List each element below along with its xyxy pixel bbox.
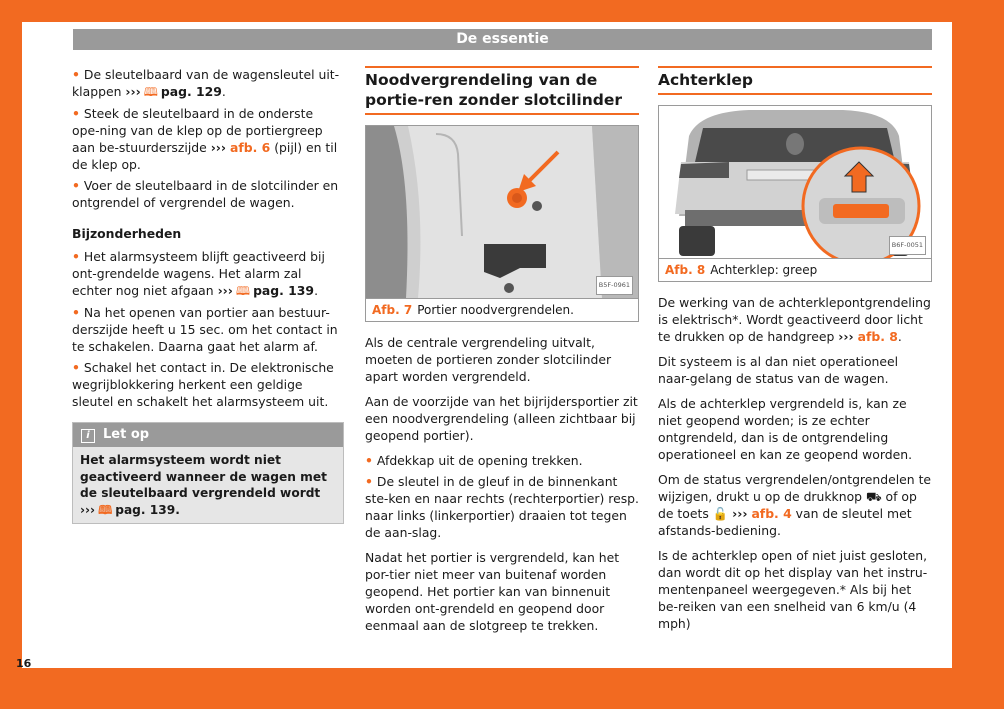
book-icon: 🕮 <box>98 502 113 517</box>
figure-reference[interactable]: afb. 8 <box>857 329 898 344</box>
list-item: • Na het openen van portier aan bestuur-derszijde heeft u 15 sec. om het contact in te schakelen. Daarna gaat het alarm af. <box>72 305 338 354</box>
paragraph: Als de achterklep vergrendeld is, kan ze niet geopend worden; is ze echter ontgrendeld, dan is de ontgrendeling operationeel en kan ze geopend worden. <box>658 396 913 462</box>
arrow-icon: ››› <box>732 506 748 521</box>
car-icon: ⛟ <box>866 489 882 504</box>
book-icon: 🕮 <box>143 85 158 99</box>
figure-caption: Afb. 8 Achterklep: greep <box>659 258 931 281</box>
list-item: • Het alarmsysteem blijft geactiveerd bij ont-grendelde wagens. Het alarm zal echter nog niet afgaan ››› 🕮 pag. 139. <box>72 249 325 298</box>
list-item: • Schakel het contact in. De elektronische wegrijblokkering herkent een geldige sleutel en schakelt het alarmsysteem uit. <box>72 360 334 409</box>
bullet-icon: • <box>365 453 373 468</box>
subheading: Bijzonderheden <box>72 226 182 241</box>
list-item: • Afdekkap uit de opening trekken. <box>365 453 583 468</box>
paragraph: Aan de voorzijde van het bijrijdersportier zit een noodvergrendeling (alleen zichtbaar bij geopend portier). <box>365 394 638 443</box>
paragraph: Als de centrale vergrendeling uitvalt, moeten de portieren zonder slotcilinder apart worden vergrendeld. <box>365 335 612 384</box>
page-reference[interactable]: pag. 129 <box>160 84 222 99</box>
paragraph: De werking van de achterklepontgrendeling is elektrisch*. Wordt geactiveerd door licht te drukken op de handgreep ››› afb. 8. <box>658 295 931 344</box>
list-item: • Steek de sleutelbaard in de onderste ope-ning van de klep op de portiergreep aan be-stuurderszijde ››› afb. 6 (pijl) en til de klep op. <box>72 106 338 172</box>
figure-code: B5F-0961 <box>596 276 633 295</box>
list-item: • De sleutel in de gleuf in de binnenkant ste-ken en naar rechts (rechterportier) resp. naar links (linkerportier) draaien tot tegen de aan-slag. <box>365 474 639 540</box>
arrow-icon: ››› <box>125 84 141 99</box>
note-body: Het alarmsysteem wordt niet geactiveerd wanneer de wagen met de sleutelbaard vergrendeld wordt ››› 🕮 pag. 139. <box>73 447 343 523</box>
arrow-icon: ››› <box>210 140 227 155</box>
figure-code: B6F-0051 <box>889 236 926 255</box>
tailgate-illustration <box>659 106 931 258</box>
list-item: • De sleutelbaard van de wagensleutel uit-klappen ››› 🕮 pag. 129. <box>72 67 340 99</box>
bullet-icon: • <box>365 474 373 489</box>
page-reference[interactable]: pag. 139 <box>115 502 176 517</box>
door-lock-drawing <box>366 126 638 298</box>
book-icon: 🕮 <box>235 284 251 298</box>
section-title: Noodvergrendeling van de portie-ren zonder slotcilinder <box>365 66 639 115</box>
figure-label: Afb. 7 <box>372 303 413 317</box>
note-box <box>72 422 344 524</box>
figure-reference[interactable]: afb. 4 <box>751 506 792 521</box>
bullet-icon: • <box>72 178 80 193</box>
bullet-icon: • <box>72 67 80 82</box>
paragraph: Dit systeem is al dan niet operationeel naar-gelang de status van de wagen. <box>658 354 899 386</box>
figure-7 <box>365 125 639 322</box>
page-number: 16 <box>16 657 32 670</box>
page <box>22 22 952 668</box>
door-illustration <box>366 126 638 298</box>
figure-reference[interactable]: afb. 6 <box>229 140 271 155</box>
bullet-icon: • <box>72 249 80 264</box>
page-reference[interactable]: pag. 139 <box>253 283 315 298</box>
figure-caption: Afb. 7 Portier noodvergrendelen. <box>366 298 638 321</box>
paragraph: Om de status vergrendelen/ontgrendelen te wijzigen, drukt u op de drukknop ⛟ of op de toets 🔓 ››› afb. 4 van de sleutel met afstands-bediening. <box>658 472 932 538</box>
figure-8 <box>658 105 932 282</box>
figure-label: Afb. 8 <box>665 263 706 277</box>
paragraph: Nadat het portier is vergrendeld, kan het por-tier niet meer van buitenaf worden geopend. Het portier kan van binnenuit worden ont-grendeld en geopend door eenmaal aan de slotgreep te trekken. <box>365 550 620 633</box>
info-icon: i <box>81 429 95 443</box>
bullet-icon: • <box>72 360 80 375</box>
paragraph: Is de achterklep open of niet juist gesloten, dan wordt dit op het display van het instru-mentenpaneel weergegeven.* Als bij het be-reiken van een snelheid van 6 km/u (4 mph) <box>658 548 928 631</box>
column-2 <box>365 66 639 642</box>
bullet-icon: • <box>72 305 80 320</box>
arrow-icon: ››› <box>217 283 233 298</box>
section-title: Achterklep <box>658 66 932 95</box>
unlock-icon: 🔓 <box>712 506 729 521</box>
bullet-icon: • <box>72 106 80 121</box>
column-3 <box>658 66 932 640</box>
section-header: De essentie <box>73 29 932 50</box>
note-header: i Let op <box>73 423 343 447</box>
list-item: • Voer de sleutelbaard in de slotcilinder en ontgrendel of vergrendel de wagen. <box>72 178 339 210</box>
column-1 <box>72 66 344 524</box>
arrow-icon: ››› <box>838 329 854 344</box>
arrow-icon: ››› <box>80 502 96 517</box>
